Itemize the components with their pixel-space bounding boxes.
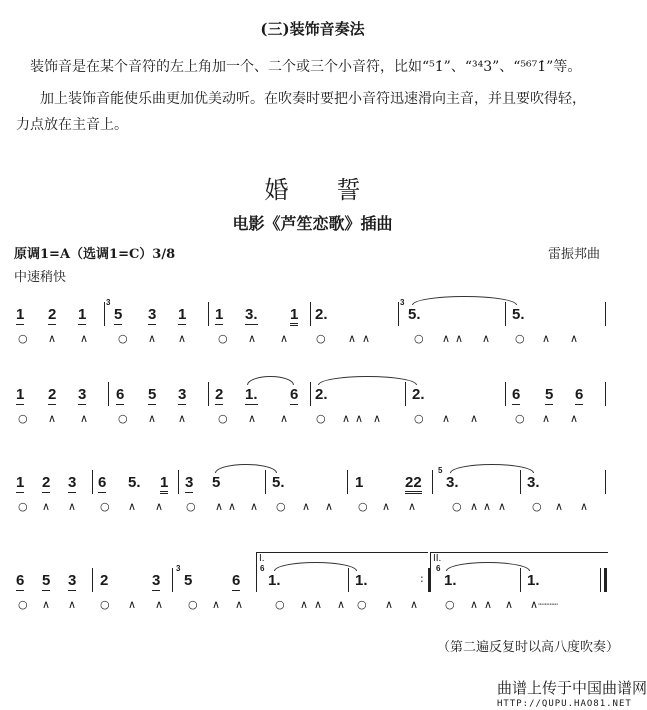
volta-bracket: II. (430, 552, 608, 569)
note: 3 (185, 474, 194, 491)
note: 5 (545, 386, 554, 403)
note: 1 (16, 306, 25, 323)
breath-mark: ○ (18, 500, 28, 513)
note: 6 (98, 474, 107, 491)
watermark-text: 曲谱上传于中国曲谱网 (497, 679, 647, 697)
note: 2. (315, 386, 328, 403)
bar-line (92, 470, 93, 494)
slur (412, 296, 517, 305)
note: 5 (114, 306, 123, 323)
footnote: （第二遍反复时以高八度吹奏） (437, 640, 620, 655)
breath-mark: ∧ (42, 598, 51, 611)
breath-mark: ∧ (470, 412, 479, 425)
section-title: (三)装饰音奏法 (260, 20, 365, 38)
note: 1 (16, 474, 25, 491)
breath-mark: ∧ (498, 500, 507, 513)
breath-mark: ○ (276, 500, 286, 513)
bar-line (310, 382, 311, 406)
note: 6 (512, 386, 521, 403)
note: 2 (48, 386, 57, 403)
breath-mark: ∧ (482, 332, 491, 345)
note: 2 (42, 474, 51, 491)
song-subtitle: 电影《芦笙恋歌》插曲 (232, 214, 393, 233)
note: 1. (444, 572, 457, 589)
note: 3 (78, 386, 87, 403)
volta-bracket: I. (256, 552, 428, 569)
breath-mark: ∧ (228, 500, 237, 513)
note: 5 (212, 474, 221, 491)
breath-mark: ∧ (155, 500, 164, 513)
breath-mark: ∧ (248, 332, 257, 345)
breath-mark: ∧ (48, 412, 57, 425)
note: 3. (446, 474, 459, 491)
breath-mark: ○ (18, 332, 28, 345)
note: 1 (290, 306, 298, 326)
breath-mark: ∧ (580, 500, 589, 513)
breath-mark: ∧ (442, 332, 451, 345)
breath-mark: ○ (188, 598, 198, 611)
slur (318, 376, 417, 385)
breath-mark: ○ (515, 412, 525, 425)
paragraph: 装饰音是在某个音符的左上角加一个、二个或三个小音符，比如“⁵1̇”、“³⁴3”、“⁵⁶⁷1̇”等。 (30, 59, 582, 75)
note: 6 (575, 386, 584, 403)
breath-mark: ○ (532, 500, 542, 513)
slur (215, 464, 277, 473)
note: 5. (408, 306, 421, 323)
breath-mark: ∧ (248, 412, 257, 425)
grace-note: 3 (176, 564, 181, 573)
note: 1. (245, 386, 258, 403)
bar-line (520, 470, 521, 494)
breath-mark: ∧ (570, 332, 579, 345)
breath-mark: ∧ (128, 500, 137, 513)
breath-mark: ∧ (373, 412, 382, 425)
breath-mark: ∧ (470, 500, 479, 513)
bar-line (348, 568, 349, 592)
breath-mark: ○ (414, 412, 424, 425)
note: 2 (48, 306, 57, 323)
bar-line (92, 568, 93, 592)
breath-mark: ∧ (68, 500, 77, 513)
bar-line (208, 382, 209, 406)
breath-mark: ∧ (250, 500, 259, 513)
final-barline (604, 568, 607, 592)
breath-mark: ○ (186, 500, 196, 513)
breath-mark: ○ (515, 332, 525, 345)
bar-line (208, 302, 209, 326)
breath-mark: ∧ (505, 598, 514, 611)
breath-mark: ○ (275, 598, 285, 611)
bar-line (256, 568, 257, 592)
note: 3 (68, 572, 77, 589)
note: 1 (16, 386, 25, 403)
bar-line (432, 470, 433, 494)
tempo: 中速稍快 (14, 270, 67, 285)
breath-mark: ○ (218, 412, 228, 425)
slur (247, 376, 294, 385)
note: 1. (527, 572, 540, 589)
breath-mark: ∧ (542, 332, 551, 345)
breath-mark: ∧ (42, 500, 51, 513)
breath-mark: ○ (218, 332, 228, 345)
note: 3. (245, 306, 258, 323)
note: 3 (68, 474, 77, 491)
grace-note: 3 (106, 298, 111, 307)
breath-mark: ∧ (337, 598, 346, 611)
bar-line (605, 470, 606, 494)
breath-mark: ○ (414, 332, 424, 345)
note: 5 (42, 572, 51, 589)
breath-mark: ∧ (212, 598, 221, 611)
breath-mark: ○ (118, 412, 128, 425)
bar-line (605, 382, 606, 406)
note: 3 (148, 306, 157, 323)
breath-mark: ∧ (80, 412, 89, 425)
breath-mark: ○ (358, 500, 368, 513)
note: 1. (355, 572, 368, 589)
note: 5. (128, 474, 141, 491)
note: 1 (215, 306, 224, 323)
breath-mark: ∧ (348, 332, 357, 345)
breath-mark: ∧ (362, 332, 371, 345)
breath-mark: ∧ (570, 412, 579, 425)
bar-line (172, 568, 173, 592)
breath-mark: ○ (100, 598, 110, 611)
breath-mark: ∧ (455, 332, 464, 345)
paragraph: 加上装饰音能使乐曲更加优美动听。在吹奏时要把小音符迅速滑向主音，并且要吹得轻， (40, 91, 586, 107)
breath-mark: ∧ (555, 500, 564, 513)
bar-line (310, 302, 311, 326)
note: 1. (268, 572, 281, 589)
note: 22 (405, 474, 422, 494)
note: 3 (178, 386, 187, 403)
breath-mark: ∧ (442, 412, 451, 425)
note: 6 (290, 386, 299, 403)
repeat-dots: : (420, 572, 424, 585)
composer: 雷振邦曲 (548, 247, 601, 262)
note: 6 (232, 572, 241, 589)
bar-line (104, 302, 105, 326)
breath-mark: ∧ (470, 598, 479, 611)
note: 6 (116, 386, 125, 403)
note: 2 (215, 386, 224, 403)
bar-line (265, 470, 266, 494)
repeat-barline (428, 568, 431, 592)
breath-mark: ∧┈┈┈ (530, 598, 558, 611)
bar-line (605, 302, 606, 326)
breath-mark: ∧ (280, 412, 289, 425)
note: 2 (100, 572, 109, 589)
bar-line (520, 568, 521, 592)
breath-mark: ○ (316, 412, 326, 425)
bar-line (405, 382, 406, 406)
breath-mark: ∧ (80, 332, 89, 345)
breath-mark: ∧ (385, 598, 394, 611)
watermark-url: HTTP://QUPU.HAO81.NET (497, 699, 632, 709)
note: 3 (152, 572, 161, 589)
paragraph: 力点放在主音上。 (16, 117, 128, 133)
note: 1 (78, 306, 87, 323)
note: 3. (527, 474, 540, 491)
slur (450, 464, 534, 473)
note: 2. (412, 386, 425, 403)
breath-mark: ∧ (300, 598, 309, 611)
bar-line (398, 302, 399, 326)
note: 1 (355, 474, 364, 491)
breath-mark: ○ (445, 598, 455, 611)
grace-note: 3 (400, 298, 405, 307)
note: 5 (148, 386, 157, 403)
grace-note: 5 (438, 466, 443, 475)
note: 2. (315, 306, 328, 323)
note: 1 (160, 474, 168, 494)
breath-mark: ∧ (408, 500, 417, 513)
note: 6 (16, 572, 25, 589)
breath-mark: ∧ (178, 412, 187, 425)
grace-note: 6 (436, 564, 441, 573)
breath-mark: ○ (100, 500, 110, 513)
breath-mark: ∧ (178, 332, 187, 345)
note: 5 (184, 572, 193, 589)
breath-mark: ∧ (235, 598, 244, 611)
breath-mark: ∧ (215, 500, 224, 513)
note: 1 (178, 306, 187, 323)
bar-line (178, 470, 179, 494)
key-signature: 原调1=A（选调1=C）3/8 (14, 247, 176, 262)
bar-line (108, 382, 109, 406)
breath-mark: ∧ (68, 598, 77, 611)
breath-mark: ○ (18, 412, 28, 425)
breath-mark: ∧ (355, 412, 364, 425)
breath-mark: ∧ (342, 412, 351, 425)
breath-mark: ∧ (483, 500, 492, 513)
breath-mark: ○ (357, 598, 367, 611)
breath-mark: ∧ (484, 598, 493, 611)
breath-mark: ○ (316, 332, 326, 345)
grace-note: 6 (260, 564, 265, 573)
breath-mark: ∧ (148, 412, 157, 425)
note: 5. (512, 306, 525, 323)
breath-mark: ∧ (128, 598, 137, 611)
breath-mark: ○ (452, 500, 462, 513)
breath-mark: ∧ (280, 332, 289, 345)
note: 5. (272, 474, 285, 491)
final-barline-thin (600, 568, 601, 592)
breath-mark: ○ (118, 332, 128, 345)
song-title: 婚誓 (264, 176, 409, 204)
breath-mark: ∧ (302, 500, 311, 513)
breath-mark: ∧ (48, 332, 57, 345)
bar-line (505, 382, 506, 406)
breath-mark: ∧ (542, 412, 551, 425)
bar-line (347, 470, 348, 494)
bar-line (505, 302, 506, 326)
breath-mark: ∧ (382, 500, 391, 513)
breath-mark: ○ (18, 598, 28, 611)
breath-mark: ∧ (314, 598, 323, 611)
breath-mark: ∧ (410, 598, 419, 611)
breath-mark: ∧ (148, 332, 157, 345)
breath-mark: ∧ (325, 500, 334, 513)
breath-mark: ∧ (155, 598, 164, 611)
